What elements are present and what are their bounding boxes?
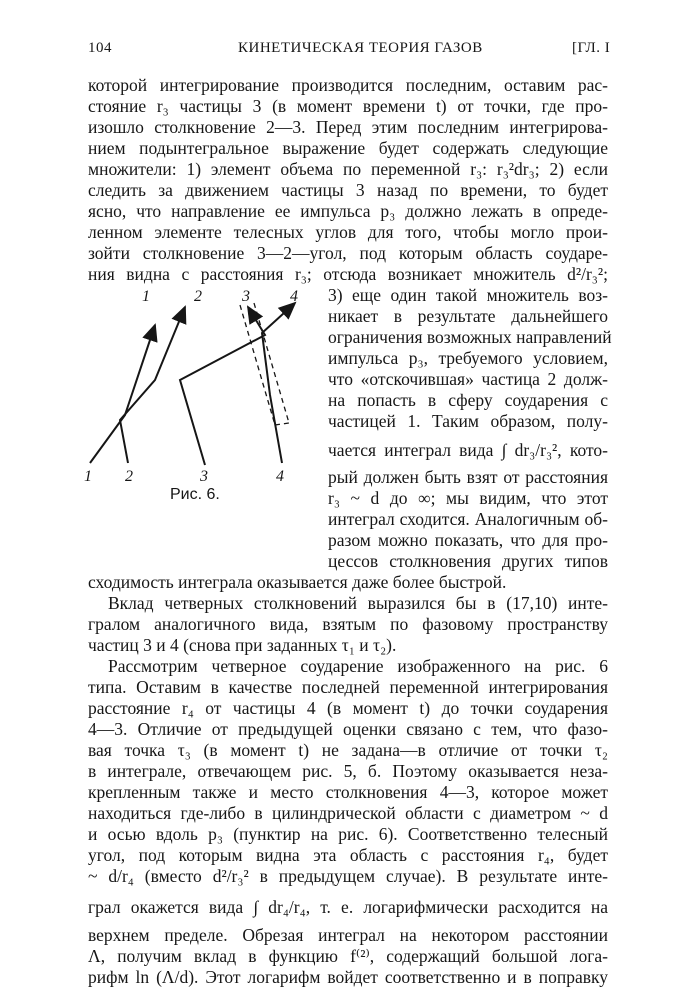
text-line: цессов столкновения других типов xyxy=(328,551,608,571)
label-top-1: 1 xyxy=(142,288,150,305)
label-bottom-4: 4 xyxy=(276,468,284,485)
chapter-label: [ГЛ. I xyxy=(572,40,611,56)
figure-caption: Рис. 6. xyxy=(170,486,220,503)
text-line: чается интеграл вида ∫ dr₃/r₃², кото- xyxy=(328,440,608,460)
text-line: гралом аналогичного вида, взятым по фазовому пространству xyxy=(88,614,608,634)
text-line: частицей 1. Таким образом, полу- xyxy=(328,411,608,431)
text-line: вая точка τ₃ (в момент t) не задана—в отличие от точки τ₂ xyxy=(88,740,608,760)
text-line: следить за движением частицы 3 назад по времени, то будет xyxy=(88,180,608,200)
text-line: верхнем пределе. Обрезая интеграл на некотором расстоянии xyxy=(88,925,608,945)
text-line: ограничения возможных направлений xyxy=(328,327,612,347)
text-line: 4—3. Отличие от предыдущей оценки связано с тем, что фазо- xyxy=(88,719,608,739)
text-line: которой интегрирование производится последним, оставим рас- xyxy=(88,75,608,95)
text-line: и осью вдоль p₃ (пунктир на рис. 6). Соответственно телесный xyxy=(88,824,608,844)
running-title: КИНЕТИЧЕСКАЯ ТЕОРИЯ ГАЗОВ xyxy=(238,40,483,56)
text-line: угол, под которым видна эта область с расстояния r₄, будет xyxy=(88,845,608,865)
text-line: ~ d/r₄ (вместо d²/r₃² в предыдущем случае). В результате инте- xyxy=(88,866,608,886)
text-line: никает в результате дальнейшего xyxy=(328,306,608,326)
text-line: множители: 1) элемент объема по переменной r₃: r₃²dr₃; 2) если xyxy=(88,159,608,179)
text-line: ния видна с расстояния r₃; отсюда возникает множитель d²/r₃²; xyxy=(88,264,608,284)
text-line: частиц 3 и 4 (снова при заданных τ₁ и τ₂). xyxy=(88,635,397,655)
text-line: что «отскочившая» частица 2 долж- xyxy=(328,369,608,389)
figure-6-collision-diagram xyxy=(80,285,320,485)
text-line: Рассмотрим четверное соударение изображенного на рис. 6 xyxy=(108,656,608,676)
text-line: ленном элементе телесных углов для того, чтобы могло прои- xyxy=(88,222,608,242)
text-line: расстояние r₄ от частицы 4 (в момент t) до точки соударения xyxy=(88,698,608,718)
text-line: ясно, что направление ее импульса p₃ должно лежать в опреде- xyxy=(88,201,608,221)
text-line: Λ, получим вклад в функцию f⁽²⁾, содержащий большой лога- xyxy=(88,946,608,966)
text-line: интеграл сходится. Аналогичным об- xyxy=(328,509,608,529)
trajectory-particle-4 xyxy=(262,303,295,463)
text-line: сходимость интеграла оказывается даже более быстрой. xyxy=(88,572,507,592)
text-line: крепленным также и место столкновения 4—3, которое может xyxy=(88,782,608,802)
text-line: находиться где-либо в цилиндрической области с диаметром ~ d xyxy=(88,803,608,823)
text-line: 3) еще один такой множитель воз- xyxy=(328,285,608,305)
trajectory-particle-3 xyxy=(180,307,265,465)
label-top-4: 4 xyxy=(290,288,298,305)
label-bottom-2: 2 xyxy=(125,468,133,485)
text-line: рифм ln (Λ/d). Этот логарифм войдет соответственно и в поправку xyxy=(88,967,608,987)
text-line: рый должен быть взят от расстояния xyxy=(328,467,608,487)
label-top-3: 3 xyxy=(242,288,250,305)
text-line: на попасть в сферу соударения с xyxy=(328,390,608,410)
label-bottom-1: 1 xyxy=(84,468,92,485)
page-number: 104 xyxy=(88,40,112,56)
label-bottom-3: 3 xyxy=(200,468,208,485)
text-line: типа. Оставим в качестве последней переменной интегрирования xyxy=(88,677,608,697)
text-line: импульса p₃, требуемого условием, xyxy=(328,348,608,368)
text-line: грал окажется вида ∫ dr₄/r₄, т. е. логарифмически расходится на xyxy=(88,897,608,917)
text-line: нием подынтегральное выражение будет содержать следующие xyxy=(88,138,608,158)
cylinder-region-dashed xyxy=(240,303,289,425)
text-line: в интеграле, отвечающем рис. 5, б. Поэтому оказывается неза- xyxy=(88,761,608,781)
trajectory-particle-1 xyxy=(90,325,155,463)
text-line: зойти столкновение 3—2—угол, под которым область соударе- xyxy=(88,243,608,263)
text-line: изошло столкновение 2—3. Перед этим последним интегрирова- xyxy=(88,117,608,137)
text-line: стояние r₃ частицы 3 (в момент времени t) от точки, где про- xyxy=(88,96,608,116)
label-top-2: 2 xyxy=(194,288,202,305)
text-line: Вклад четверных столкновений выразился бы в (17,10) инте- xyxy=(108,593,608,613)
text-line: r₃ ~ d до ∞; мы видим, что этот xyxy=(328,488,608,508)
text-line: разом можно показать, что для про- xyxy=(328,530,608,550)
